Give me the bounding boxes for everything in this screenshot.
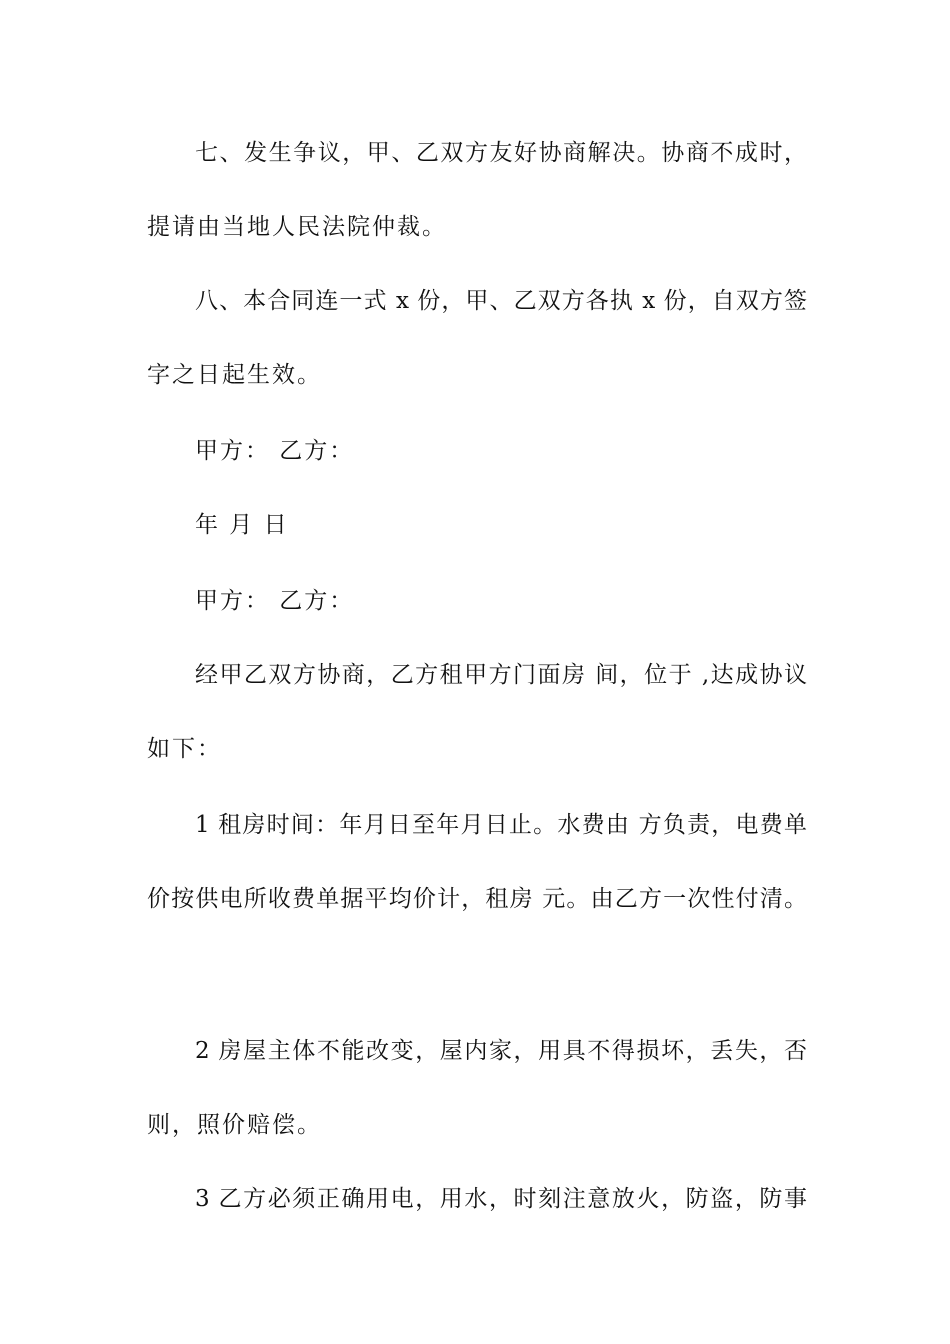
clause-7-line-2: 提请由当地人民法院仲裁。: [147, 214, 447, 240]
date-line: 年 月 日: [195, 512, 289, 538]
clause-8-line-2: 字之日起生效。: [147, 362, 322, 388]
clause-8-line-1: 八、本合同连一式 x 份，甲、乙双方各执 x 份，自双方签: [195, 288, 807, 314]
signature-line-1: 甲方： 乙方：: [195, 438, 355, 464]
term-2-line-1: 2 房屋主体不能改变，屋内家，用具不得损坏，丢失，否: [195, 1038, 807, 1064]
signature-line-2: 甲方： 乙方：: [195, 588, 355, 614]
agreement-intro-line-2: 如下：: [147, 736, 222, 762]
term-1-line-2: 价按供电所收费单据平均价计，租房 元。由乙方一次性付清。: [147, 886, 807, 912]
term-1-line-1: 1 租房时间：年月日至年月日止。水费由 方负责，电费单: [195, 812, 807, 838]
term-3-line-1: 3 乙方必须正确用电，用水，时刻注意放火，防盗，防事: [195, 1186, 807, 1212]
clause-7-line-1: 七、发生争议，甲、乙双方友好协商解决。协商不成时，: [195, 140, 807, 166]
agreement-intro-line-1: 经甲乙双方协商，乙方租甲方门面房 间，位于 ,达成协议: [195, 662, 807, 688]
term-2-line-2: 则，照价赔偿。: [147, 1112, 322, 1138]
